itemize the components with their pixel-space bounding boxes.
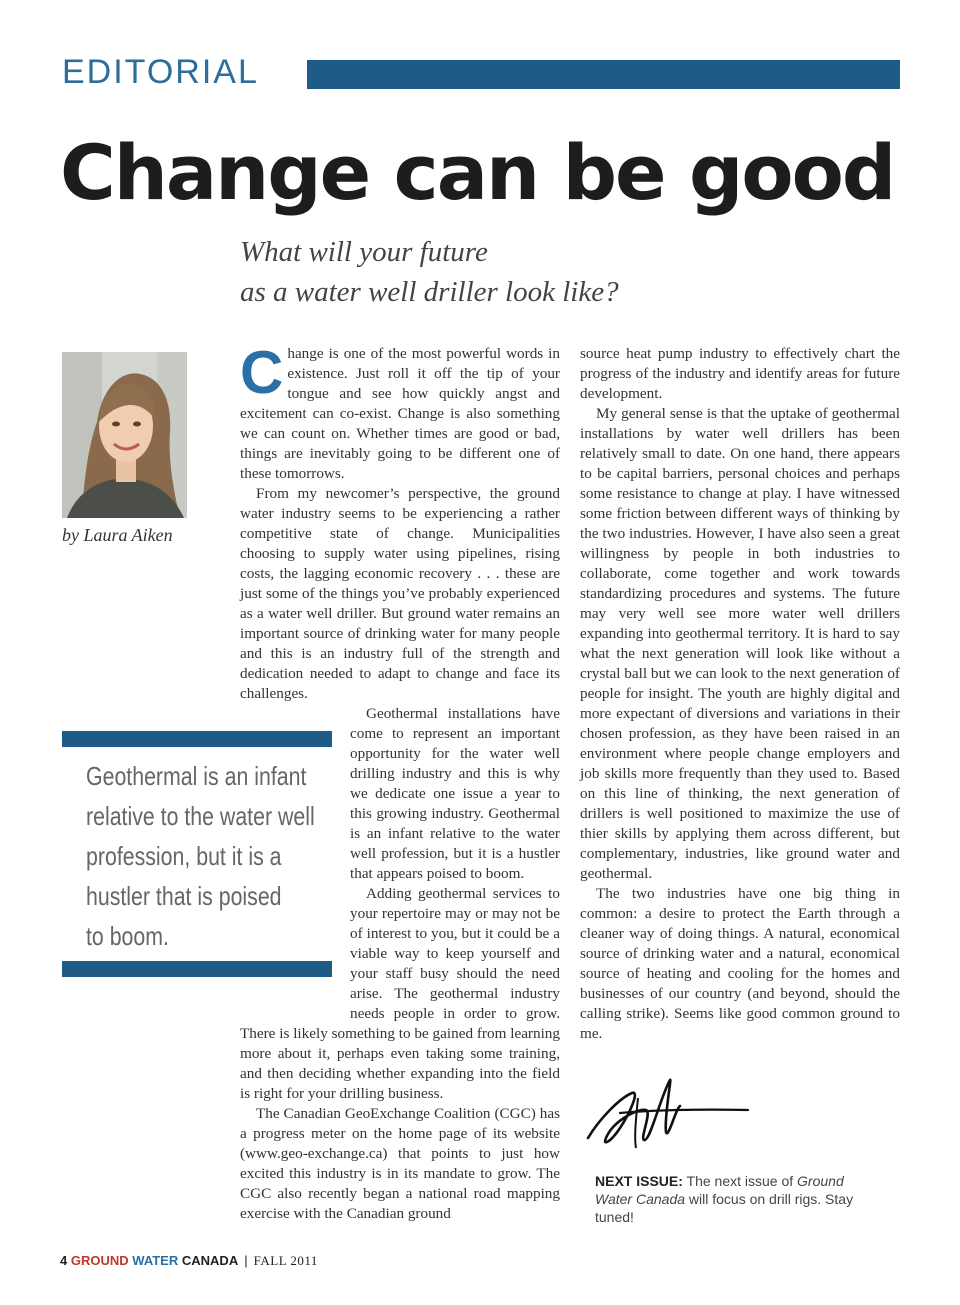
author-photo [62,352,187,518]
paragraph: source heat pump industry to effectively chart the progress of the industry and identify areas for future development. [580,345,900,402]
pull-quote-wrap-space [240,704,350,1024]
deck [240,232,619,312]
pull-quote-line: profession, but it is a [86,841,282,871]
page-number: 4 [60,1253,68,1268]
article-column-1 [240,339,560,1224]
section-label: EDITORIAL [62,53,259,91]
page-footer [60,1252,318,1270]
paragraph: Adding geothermal services to your repertoire may or may not be of interest to you, but it could be a viable way to keep yourself and your staff busy should the need arise. The geothermal industry needs people in order to grow. There is likely something to be gained from learning more about it, perhaps even taking some training, and then deciding whether expanding into the field is right for your drilling business. [240,885,560,1102]
pull-quote-line: to boom. [86,921,169,951]
paragraph [240,339,560,484]
paragraph: From my newcomer’s perspective, the ground water industry seems to be experiencing a rather competitive state of change. Municipalities choosing to supply water using pipelines, rising costs, the lagging economic recovery . . . these are just some of the things you’ve probably experienced as a water well driller. But ground water remains an important source of drinking water for many people and this is an industry full of the strength and dedication needed to adapt to change and face its challenges. [240,485,560,702]
issue-date: FALL 2011 [253,1253,318,1268]
paragraph: The Canadian GeoExchange Coalition (CGC) has a progress meter on the home page of its website (www.geo-exchange.ca) that points to just how excited this industry is in its mandate to grow. The CGC also recently began a national road mapping exercise with the Canadian ground [240,1105,560,1222]
footer-brand-ground: GROUND [70,1253,129,1268]
deck-line-2: as a water well driller look like? [240,276,619,308]
deck-line-1: What will your future [240,236,488,268]
next-issue-text: The next issue of [682,1173,798,1189]
pull-quote-line: Geothermal is an infant [86,761,307,791]
article-column-2 [580,344,900,1044]
signature [580,1068,750,1158]
author-portrait-image [62,352,187,518]
paragraph: Geothermal installations have come to represent an important opportunity for the water well drilling industry and this is why we dedicate one issue a year to this growing industry. Geothermal is an infant relative to the water well profession, but it is a hustler that appears poised to boom. [350,705,560,882]
signature-image [580,1068,750,1158]
pull-quote-line: hustler that is poised [86,881,282,911]
paragraph: The two industries have one big thing in common: a desire to protect the Earth through a cleaner way of doing things. A natural, economical source of drinking water and a natural, economical source of heating and cooling for the homes and businesses of our country (and beyond, should the calling strike). Seems like good common ground to me. [580,885,900,1042]
headline: Change can be good [60,128,895,217]
paragraph: My general sense is that the uptake of geothermal installations by water well drillers has been relatively small to date. On one hand, there appears to be capital barriers, personal choices and perhaps some resistance to change at play. I have witnessed some friction between different ways of thinking by the two industries. However, I have also seen a great willingness by people in both industries to collaborate, come together and work towards standardizing procedures and systems. The future may very well see more water well drillers expanding into geothermal territory. It is hard to say what the next generation will look like without a crystal ball but we can look to the next generation of people for insight. The youth are highly digital and more expectant of diversions and variations in their chosen profession, as they have been raised in an environment where people change employers and job skills more frequently than they used to. Based on this line of thinking, the next generation of drillers is well positioned to maximize the use of thier skills by applying them across different, but complementary, industries, like ground water and geothermal. [580,405,900,882]
byline: by Laura Aiken [62,525,173,545]
next-issue-label: NEXT ISSUE: [595,1173,683,1189]
section-bar [307,60,900,89]
publication-name: Ground Water Canada [595,1173,844,1207]
footer-brand-canada: CANADA [181,1253,239,1268]
paragraph-text: hange is one of the most powerful words in existence. Just roll it off the tip of your tongue and see how quickly angst and excitement can co-exist. Change is also something we can count on. Whether times are good or bad, things are inevitably going to be different one of these tomorrows. [240,345,560,482]
next-issue-note [595,1172,875,1226]
drop-cap: C [240,339,284,406]
footer-brand-water: WATER [132,1253,179,1268]
footer-separator: | [244,1253,248,1268]
next-issue-text: will focus on drill rigs. Stay tuned! [595,1191,854,1225]
pull-quote-line: relative to the water well [86,801,315,831]
